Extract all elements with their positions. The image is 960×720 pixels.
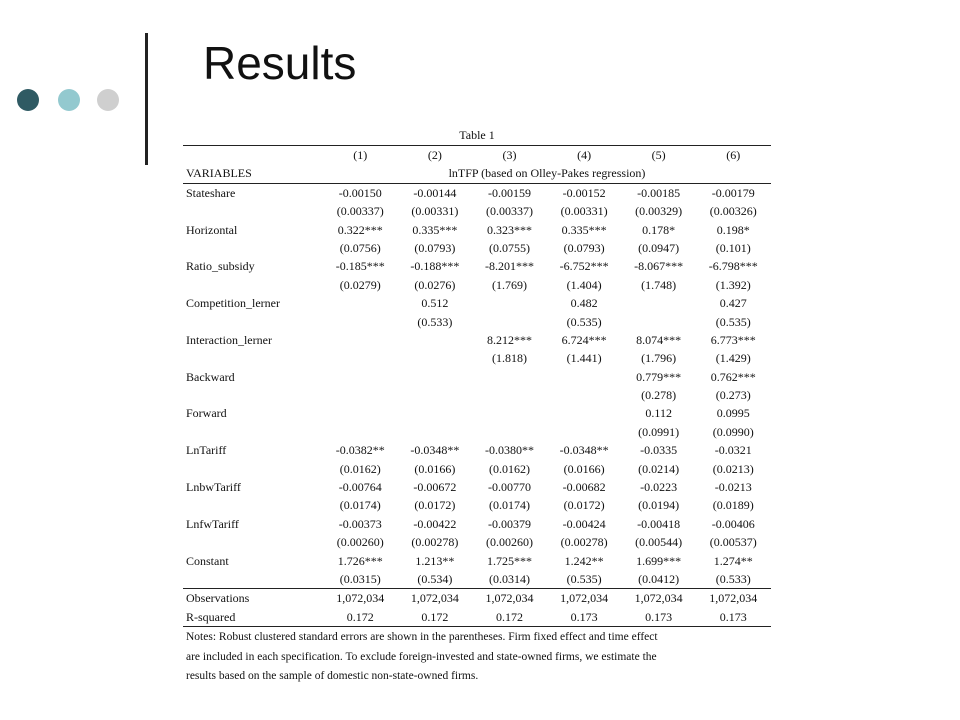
table-cell: -0.00770 [487, 480, 531, 495]
table-cell: 1.213** [415, 553, 455, 568]
table-cell: (0.0315) [339, 571, 381, 586]
table-cell: 0.335*** [412, 222, 458, 237]
row-label: Horizontal [186, 222, 238, 237]
decor-dot-dark [17, 89, 39, 111]
table-cell: 0.0995 [716, 406, 750, 421]
dependent-variable: lnTFP (based on Olley-Pakes regression) [448, 166, 646, 181]
table-cell: 1.274** [713, 553, 753, 568]
row-label: LnbwTariff [186, 480, 241, 495]
table-cell: (1.769) [491, 277, 527, 292]
table-cell: 8.212*** [486, 332, 532, 347]
row-label: LnfwTariff [186, 516, 239, 531]
table-cell: 0.427 [719, 296, 747, 311]
table-row [183, 552, 771, 570]
table-cell: -0.00159 [487, 185, 531, 200]
table-cell: 1.699*** [636, 553, 682, 568]
table-cell: 0.172 [421, 609, 449, 624]
table-cell: (0.0991) [638, 424, 680, 439]
table-cell: (0.533) [417, 314, 453, 329]
table-cell: 0.172 [495, 609, 523, 624]
table-body [183, 184, 771, 589]
row-label: R-squared [186, 609, 236, 624]
table-cell: (0.0174) [339, 498, 381, 513]
table-cell: (0.0194) [638, 498, 680, 513]
table-cell: (0.0990) [712, 424, 754, 439]
table-cell: (0.00337) [485, 204, 533, 219]
table-cell: -0.185*** [335, 259, 385, 274]
row-label: Constant [186, 553, 229, 568]
table-cell: (0.0947) [638, 240, 680, 255]
table-cell: 0.178* [642, 222, 676, 237]
table-cell: (0.0172) [414, 498, 456, 513]
table-row [183, 608, 771, 626]
table-cell: -0.00682 [562, 480, 606, 495]
row-label: Interaction_lerner [186, 332, 272, 347]
column-header: (6) [726, 148, 741, 162]
decor-dot-teal [58, 89, 80, 111]
table-cell: (0.535) [715, 314, 751, 329]
table-row [183, 589, 771, 607]
table-rule-bottom [183, 626, 771, 627]
table-row [183, 221, 771, 239]
table-cell: 8.074*** [636, 332, 682, 347]
table-cell: -8.067*** [634, 259, 684, 274]
table-cell: (1.404) [566, 277, 602, 292]
table-row [183, 276, 771, 294]
table-cell: -0.00179 [711, 185, 755, 200]
table-cell: (0.0793) [414, 240, 456, 255]
table-cell: (0.0166) [563, 461, 605, 476]
table-cell: 6.724*** [561, 332, 607, 347]
table-cell: 0.173 [645, 609, 673, 624]
table-cell: (0.0162) [488, 461, 530, 476]
table-cell: -6.798*** [708, 259, 758, 274]
table-cell: 0.172 [346, 609, 374, 624]
table-cell: 0.779*** [636, 369, 682, 384]
table-row [183, 331, 771, 349]
row-label: LnTariff [186, 443, 227, 458]
table-cell: (0.0279) [339, 277, 381, 292]
table-cell: -0.0380** [484, 443, 534, 458]
table-row [183, 239, 771, 257]
column-header: (1) [353, 148, 368, 162]
notes-line: results based on the sample of domestic non-state-owned firms. [186, 670, 479, 682]
table-cell: (0.0172) [563, 498, 605, 513]
table-cell: (0.534) [417, 571, 453, 586]
column-header: (3) [502, 148, 517, 162]
table-cell: (1.392) [715, 277, 751, 292]
table-cell: (0.00544) [635, 535, 683, 550]
table-cell: -0.00379 [487, 516, 531, 531]
table-cell: 0.198* [716, 222, 750, 237]
table-cell: (0.0166) [414, 461, 456, 476]
table-cell: (1.818) [491, 351, 527, 366]
table-cell: -0.00150 [338, 185, 382, 200]
table-cell: (0.0189) [712, 498, 754, 513]
table-cell: (0.00537) [709, 535, 757, 550]
table-row [183, 184, 771, 202]
table-cell: -0.0382** [335, 443, 385, 458]
column-header: (5) [651, 148, 666, 162]
title-divider [145, 33, 148, 165]
table-cell: (0.00337) [336, 204, 384, 219]
table-cell: 1,072,034 [709, 591, 758, 606]
table-cell: 6.773*** [710, 332, 756, 347]
table-cell: 0.482 [570, 296, 598, 311]
table-cell: (0.0755) [488, 240, 530, 255]
notes-line: are included in each specification. To exclude foreign-invested and state-owned firms, we estimate the [186, 650, 657, 663]
table-row [183, 478, 771, 496]
row-label: Ratio_subsidy [186, 259, 255, 274]
table-cell: (0.00329) [635, 204, 683, 219]
table-row [183, 570, 771, 588]
table-cell: -6.752*** [559, 259, 609, 274]
table-cell: (0.0756) [339, 240, 381, 255]
table-cell: 0.335*** [561, 222, 607, 237]
row-label: Stateshare [186, 185, 236, 200]
table-cell: 0.512 [421, 296, 449, 311]
table-cell: (0.535) [566, 571, 602, 586]
variables-label: VARIABLES [186, 166, 252, 181]
table-cell: (0.0412) [638, 571, 680, 586]
table-cell: (1.796) [641, 351, 677, 366]
table-cell: -0.00152 [562, 185, 606, 200]
table-cell: 1,072,034 [336, 591, 385, 606]
table-cell: 0.323*** [486, 222, 532, 237]
table-cell: (0.0162) [339, 461, 381, 476]
table-cell: (0.535) [566, 314, 602, 329]
table-notes [186, 628, 776, 687]
table-cell: -0.0335 [640, 443, 678, 458]
table-row [183, 515, 771, 533]
table-cell: -0.00144 [413, 185, 457, 200]
table-cell: (0.0174) [488, 498, 530, 513]
table-cell: (0.00260) [485, 535, 533, 550]
table-cell: 0.173 [570, 609, 598, 624]
table-row [183, 257, 771, 275]
table-row [183, 496, 771, 514]
variables-header-row [183, 164, 771, 182]
table-cell: 0.112 [645, 406, 672, 421]
table-cell: -0.0223 [640, 480, 678, 495]
row-label: Competition_lerner [186, 296, 280, 311]
table-cell: (0.533) [715, 571, 751, 586]
table-cell: (0.0314) [488, 571, 530, 586]
table-cell: 1.242** [564, 553, 604, 568]
table-cell: -0.0348** [410, 443, 460, 458]
slide-title: Results [203, 37, 357, 89]
table-cell: (0.00326) [709, 204, 757, 219]
table-footer [183, 589, 771, 626]
row-label: Backward [186, 369, 235, 384]
table-cell: (1.748) [641, 277, 677, 292]
table-cell: 1.726*** [337, 553, 383, 568]
table-cell: (0.00331) [411, 204, 459, 219]
column-header-row [183, 146, 771, 164]
table-cell: (0.00278) [411, 535, 459, 550]
table-cell: (0.00260) [336, 535, 384, 550]
table-cell: (0.0793) [563, 240, 605, 255]
table-cell: -0.00764 [338, 480, 382, 495]
table-cell: (0.0276) [414, 277, 456, 292]
table-cell: 0.173 [719, 609, 747, 624]
table-cell: -0.0213 [714, 480, 752, 495]
table-cell: 0.762*** [710, 369, 756, 384]
table-cell: (1.429) [715, 351, 751, 366]
table-cell: (0.273) [715, 388, 751, 403]
table-cell: (0.00278) [560, 535, 608, 550]
table-cell: (0.0213) [712, 461, 754, 476]
table-cell: -0.0348** [559, 443, 609, 458]
table-row [183, 202, 771, 220]
table-cell: -8.201*** [484, 259, 534, 274]
column-header: (4) [577, 148, 592, 162]
table-row [183, 533, 771, 551]
table-row [183, 441, 771, 459]
decor-dot-gray [97, 89, 119, 111]
table-cell: -0.188*** [410, 259, 460, 274]
regression-table [183, 125, 771, 627]
table-cell: (0.00331) [560, 204, 608, 219]
table-cell: -0.00406 [711, 516, 755, 531]
table-row [183, 386, 771, 404]
row-label: Forward [186, 406, 227, 421]
table-cell: -0.00422 [413, 516, 457, 531]
table-row [183, 460, 771, 478]
table-cell: 1,072,034 [485, 591, 534, 606]
table-row [183, 349, 771, 367]
table-cell: -0.00185 [637, 185, 681, 200]
table-cell: (0.0214) [638, 461, 680, 476]
table-cell: (0.278) [641, 388, 677, 403]
table-cell: -0.00424 [562, 516, 606, 531]
table-cell: 1,072,034 [634, 591, 683, 606]
table-row [183, 423, 771, 441]
column-header: (2) [427, 148, 442, 162]
notes-line: Notes: Robust clustered standard errors are shown in the parentheses. Firm fixed effect and time effect [186, 631, 658, 643]
table-cell: (1.441) [566, 351, 602, 366]
table-cell: 1,072,034 [560, 591, 609, 606]
table-row [183, 313, 771, 331]
table-cell: -0.00418 [637, 516, 681, 531]
table-row [183, 294, 771, 312]
table-cell: 0.322*** [337, 222, 383, 237]
table-cell: -0.00373 [338, 516, 382, 531]
table-row [183, 368, 771, 386]
row-label: Observations [186, 591, 250, 606]
table-row [183, 404, 771, 422]
table-cell: -0.00672 [413, 480, 457, 495]
table-cell: -0.0321 [714, 443, 752, 458]
table-cell: (0.101) [715, 240, 751, 255]
table-cell: 1.725*** [486, 553, 532, 568]
table-caption: Table 1 [459, 128, 495, 142]
table-cell: 1,072,034 [410, 591, 459, 606]
